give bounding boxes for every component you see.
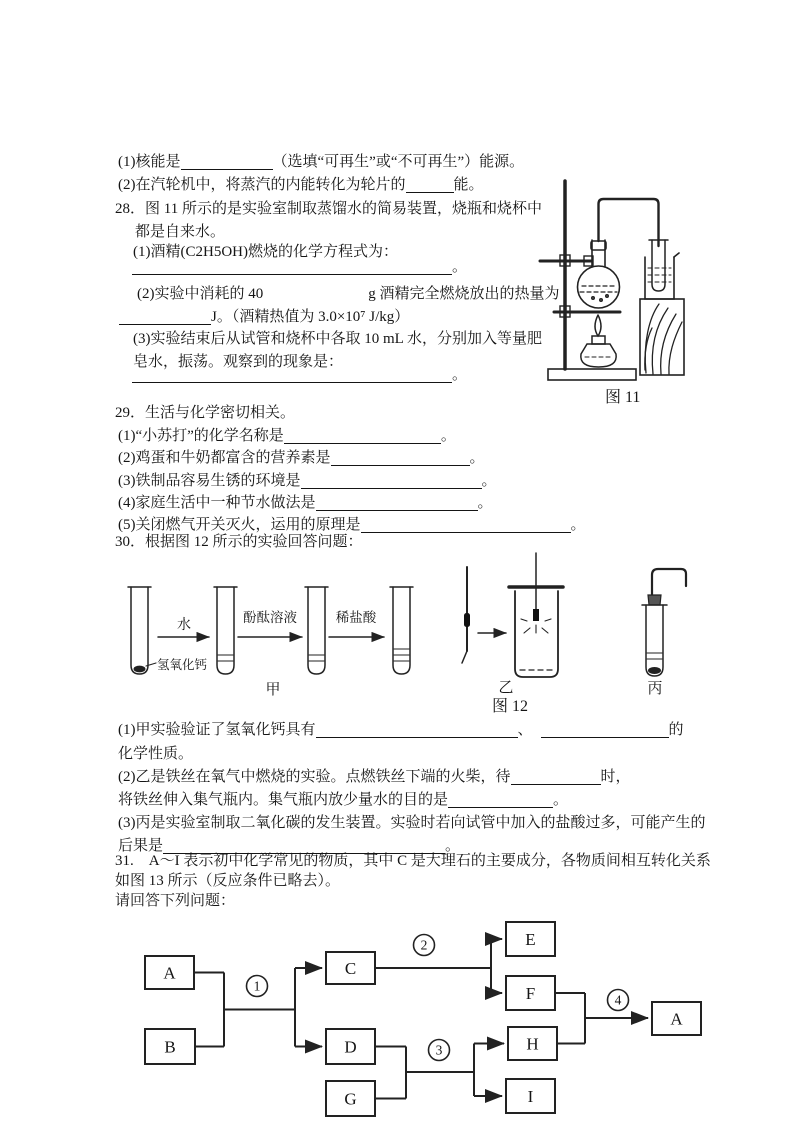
step-3-number: 3 [435,1042,443,1058]
q28-item-2-tail: g 酒精完全燃烧放出的热量为 [368,286,560,302]
step-4-number: 4 [614,992,622,1008]
step-2-number: 2 [420,937,428,953]
period: 。 [553,792,569,808]
answer-blank [284,431,441,444]
label-calcium-hydroxide: 氢氧化钙 [157,658,208,672]
q30-item-3-line-2-text: 后果是 [118,838,164,854]
answer-blank [119,312,211,325]
figure-12-caption: 图 12 [491,698,529,715]
answer-blank [448,795,553,808]
q27-line-1-tail: （选填“可再生”或“不可再生”）能源。 [272,154,525,170]
q28-line-1: 28．图 11 所示的是实验室制取蒸馏水的简易装置，烧瓶和烧杯中 [115,201,542,217]
receiving-test-tube [649,240,668,291]
test-tube-2 [214,587,237,674]
gas-jar [509,553,563,677]
gas-generator-tube [642,569,686,676]
q27-line-1 [118,153,524,172]
q31-line-3: 请回答下列问题： [115,893,236,909]
box-i-label: I [527,1087,534,1106]
label-dilute-hcl: 稀盐酸 [335,610,377,625]
box-a-label: A [163,963,176,983]
q28-item-3-blank-line [132,366,467,385]
q29-title: 29．生活与化学密切相关。 [115,405,296,421]
q30-item-1 [118,721,684,740]
iron-stand [540,181,636,380]
period: 。 [477,495,493,511]
box-f-label: F [525,984,536,1003]
test-tube-4 [390,587,413,674]
answer-blank [301,476,482,489]
q28-item-2-line-2-text: J。（酒精热值为 3.0×10⁷ J/kg） [211,309,410,325]
figure-13-flowchart [130,916,715,1121]
q30-item-1-tail: 的 [668,722,684,738]
q29-item-5-text: (5)关闭燃气开关灭火，运用的原理是 [118,517,361,533]
q28-item-1-blank-line [132,258,467,277]
q29-item-2 [118,449,485,468]
q28-item-3: (3)实验结束后从试管和烧杯中各取 10 mL 水，分别加入等量肥 [133,331,543,347]
q27-line-2-tail: 能。 [453,177,484,193]
box-h-label: H [526,1034,539,1054]
iron-wire-match [462,567,470,663]
q30-item-1-line-2: 化学性质。 [118,746,194,762]
q29-item-3 [118,472,497,491]
period: 。 [481,473,497,489]
q28-item-3-line-2: 皂水，振荡。观察到的现象是： [133,354,344,370]
q29-item-4-text: (4)家庭生活中一种节水做法是 [118,495,316,511]
label-jia: 甲 [265,682,281,698]
answer-blank [541,725,669,738]
q28-line-2: 都是自来水。 [135,224,226,240]
figure-11-caption: 图 11 [605,389,641,406]
box-d-label: D [344,1037,357,1057]
q29-item-3-text: (3)铁制品容易生锈的环境是 [118,473,301,489]
answer-blank [406,180,454,193]
box-b-label: B [164,1037,176,1057]
q30-item-1-text: (1)甲实验验证了氢氧化钙具有 [118,722,316,738]
q28-item-2-text: (2)实验中消耗的 40 [137,286,264,302]
q28-item-2-line-2 [119,308,409,327]
q27-line-1-text: (1)核能是 [118,154,181,170]
beaker [645,253,679,299]
alcohol-lamp [581,315,616,367]
separator: 、 [517,722,533,738]
period: 。 [452,259,468,275]
period: 。 [452,367,468,383]
q29-item-1 [118,427,456,446]
q29-item-4 [118,494,493,513]
q30-item-2-line-2 [118,791,568,810]
q28-item-2 [137,285,560,304]
label-bing: 丙 [647,681,663,697]
box-a2-label: A [670,1009,683,1029]
q30-item-2-text: (2)乙是铁丝在氧气中燃烧的实验。点燃铁丝下端的火柴，待 [118,769,511,785]
answer-blank [316,498,478,511]
q31-line-1: 31. A～I 表示初中化学常见的物质，其中 C 是大理石的主要成分，各物质间相互转化关系 [115,853,711,869]
answer-blank [361,520,571,533]
wood-block [640,299,684,375]
test-tube-1 [128,587,156,674]
answer-blank [316,725,518,738]
label-water: 水 [177,618,191,633]
box-g-label: G [344,1089,357,1109]
q30-item-3: (3)丙是实验室制取二氧化碳的发生装置。实验时若向试管中加入的盐酸过多，可能产生的 [118,815,706,831]
q30-item-2-line-2-text: 将铁丝伸入集气瓶内。集气瓶内放少量水的目的是 [118,792,449,808]
label-yi: 乙 [498,680,514,696]
delivery-tube [599,199,659,246]
answer-blank [132,262,452,275]
q31-line-2: 如图 13 所示（反应条件已略去）。 [115,873,341,889]
period: 。 [570,517,586,533]
spark-rays [521,619,551,633]
q27-line-2-text: (2)在汽轮机中，将蒸汽的内能转化为轮片的 [118,177,406,193]
q30-item-2 [118,768,631,787]
q29-item-2-text: (2)鸡蛋和牛奶都富含的营养素是 [118,450,331,466]
period: 。 [445,838,461,854]
test-tube-3 [305,587,328,674]
answer-blank [511,772,601,785]
label-phenolphthalein: 酚酞溶液 [243,610,297,625]
box-e-label: E [525,930,536,949]
box-c-label: C [344,959,357,978]
q27-line-2 [118,176,484,195]
answer-blank [181,157,273,170]
period: 。 [440,428,456,444]
figure-11-distillation-apparatus [535,178,760,410]
period: 。 [469,450,485,466]
q28-item-1: (1)酒精(C2H5OH)燃烧的化学方程式为： [133,244,398,260]
step-1-number: 1 [253,978,261,994]
figure-12-experiments [110,553,690,715]
answer-blank [132,370,452,383]
round-bottom-flask [578,240,620,308]
q30-title: 30．根据图 12 所示的实验回答问题： [115,534,363,550]
answer-blank [331,453,470,466]
q29-item-1-text: (1)“小苏打”的化学名称是 [118,428,284,444]
q30-item-2-tail: 时， [600,769,631,785]
